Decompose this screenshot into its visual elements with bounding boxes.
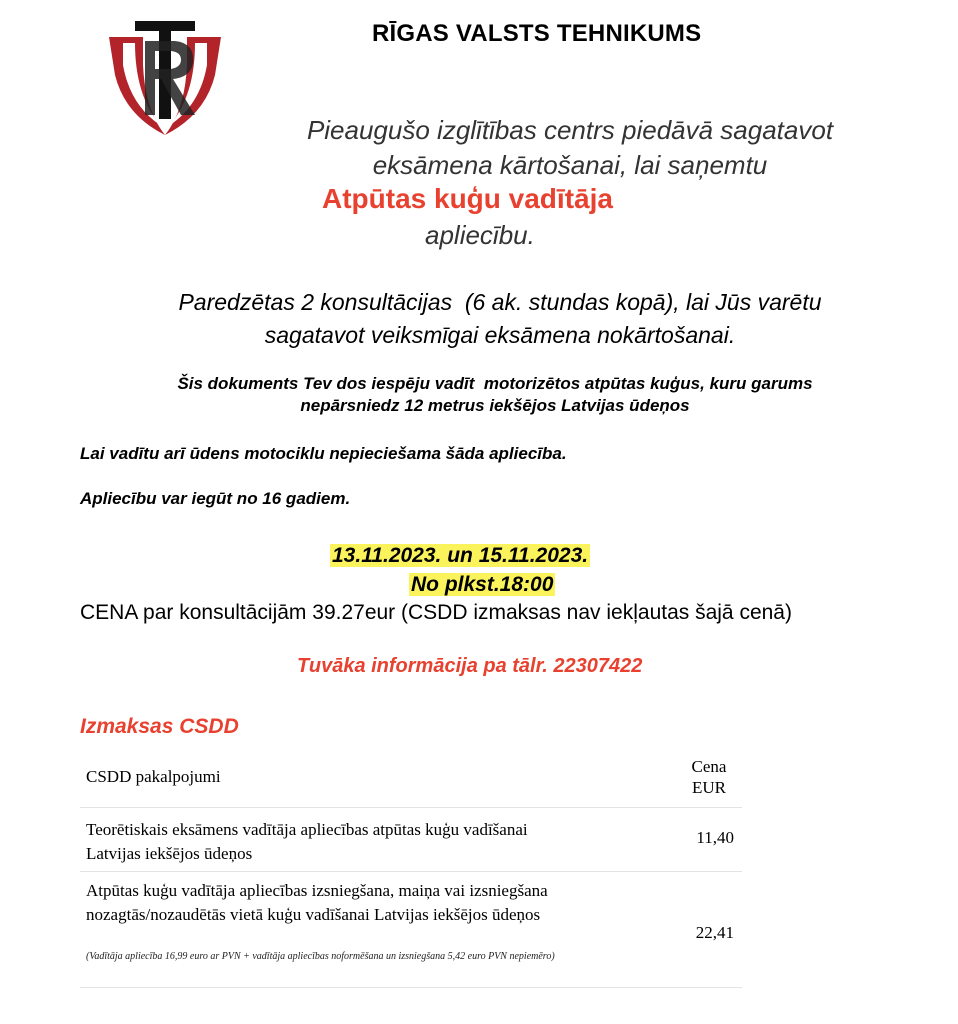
csdd-costs-title: Izmaksas CSDD [80,715,239,738]
row-line-2: nozagtās/nozaudētās vietā kuģu vadīšanai Latvijas iekšējos ūdeņos [86,905,541,924]
row-price: 11,40 [696,828,734,847]
document-info-line-2: nepārsniedz 12 metrus iekšējos Latvijas ūdeņos [300,396,690,415]
document-info-line-1: Šis dokuments Tev dos iespēju vadīt motorizētos atpūtas kuģus, kuru garums [177,374,813,393]
row-line-1: Teorētiskais eksāmens vadītāja apliecības atpūtas kuģu vadīšanai [86,820,528,839]
intro-line-2: eksāmena kārtošanai, lai saņemtu [372,150,768,180]
age-requirement: Apliecību var iegūt no 16 gadiem. [80,489,351,508]
row-price: 22,41 [695,923,734,942]
row-line-2: Latvijas iekšējos ūdeņos [86,844,253,863]
row-line-1: Atpūtas kuģu vadītāja apliecības izsniegšana, maiņa vai izsniegšana [86,881,548,900]
price-text: CENA par konsultācijām 39.27eur (CSDD izmaksas nav iekļautas šajā cenā) [80,601,792,624]
table-header-row [80,750,742,808]
jet-ski-note: Lai vadītu arī ūdens motociklu nepieciešama šāda apliecība. [80,444,567,463]
consultation-info [110,286,890,352]
header-price [684,756,734,798]
time-line: No plkst.18:00 [411,573,554,596]
header-price-line-2: EUR [692,778,726,797]
row-footnote: (Vadītāja apliecība 16,99 euro ar PVN + vadītāja apliecības noformēšana un izsniegšana 5,42 euro PVN nepiemēro) [86,951,555,962]
certificate-suffix: apliecību. [425,220,535,250]
document-info [110,373,880,417]
header-price-line-1: Cena [691,757,727,776]
header-service: CSDD pakalpojumi [86,767,221,786]
contact-phone: Tuvāka informācija pa tālr. 22307422 [297,655,643,677]
intro-text [240,113,900,183]
organization-title: RĪGAS VALSTS TEHNIKUMS [372,20,702,47]
table-row [80,872,742,988]
csdd-costs-table [80,750,742,988]
certificate-name: Atpūtas kuģu vadītāja [322,183,613,214]
date-line: 13.11.2023. un 15.11.2023. [332,544,589,567]
intro-line-1: Pieaugušo izglītības centrs piedāvā sagatavot [306,115,834,145]
row-description [86,818,528,866]
rvt-shield-logo-icon [105,15,225,140]
table-row [80,808,742,872]
row-description [86,879,646,927]
consultation-line-2: sagatavot veiksmīgai eksāmena nokārtošanai. [264,322,736,348]
consultation-line-1: Paredzētas 2 konsultācijas (6 ak. stundas kopā), lai Jūs varētu [178,289,822,315]
